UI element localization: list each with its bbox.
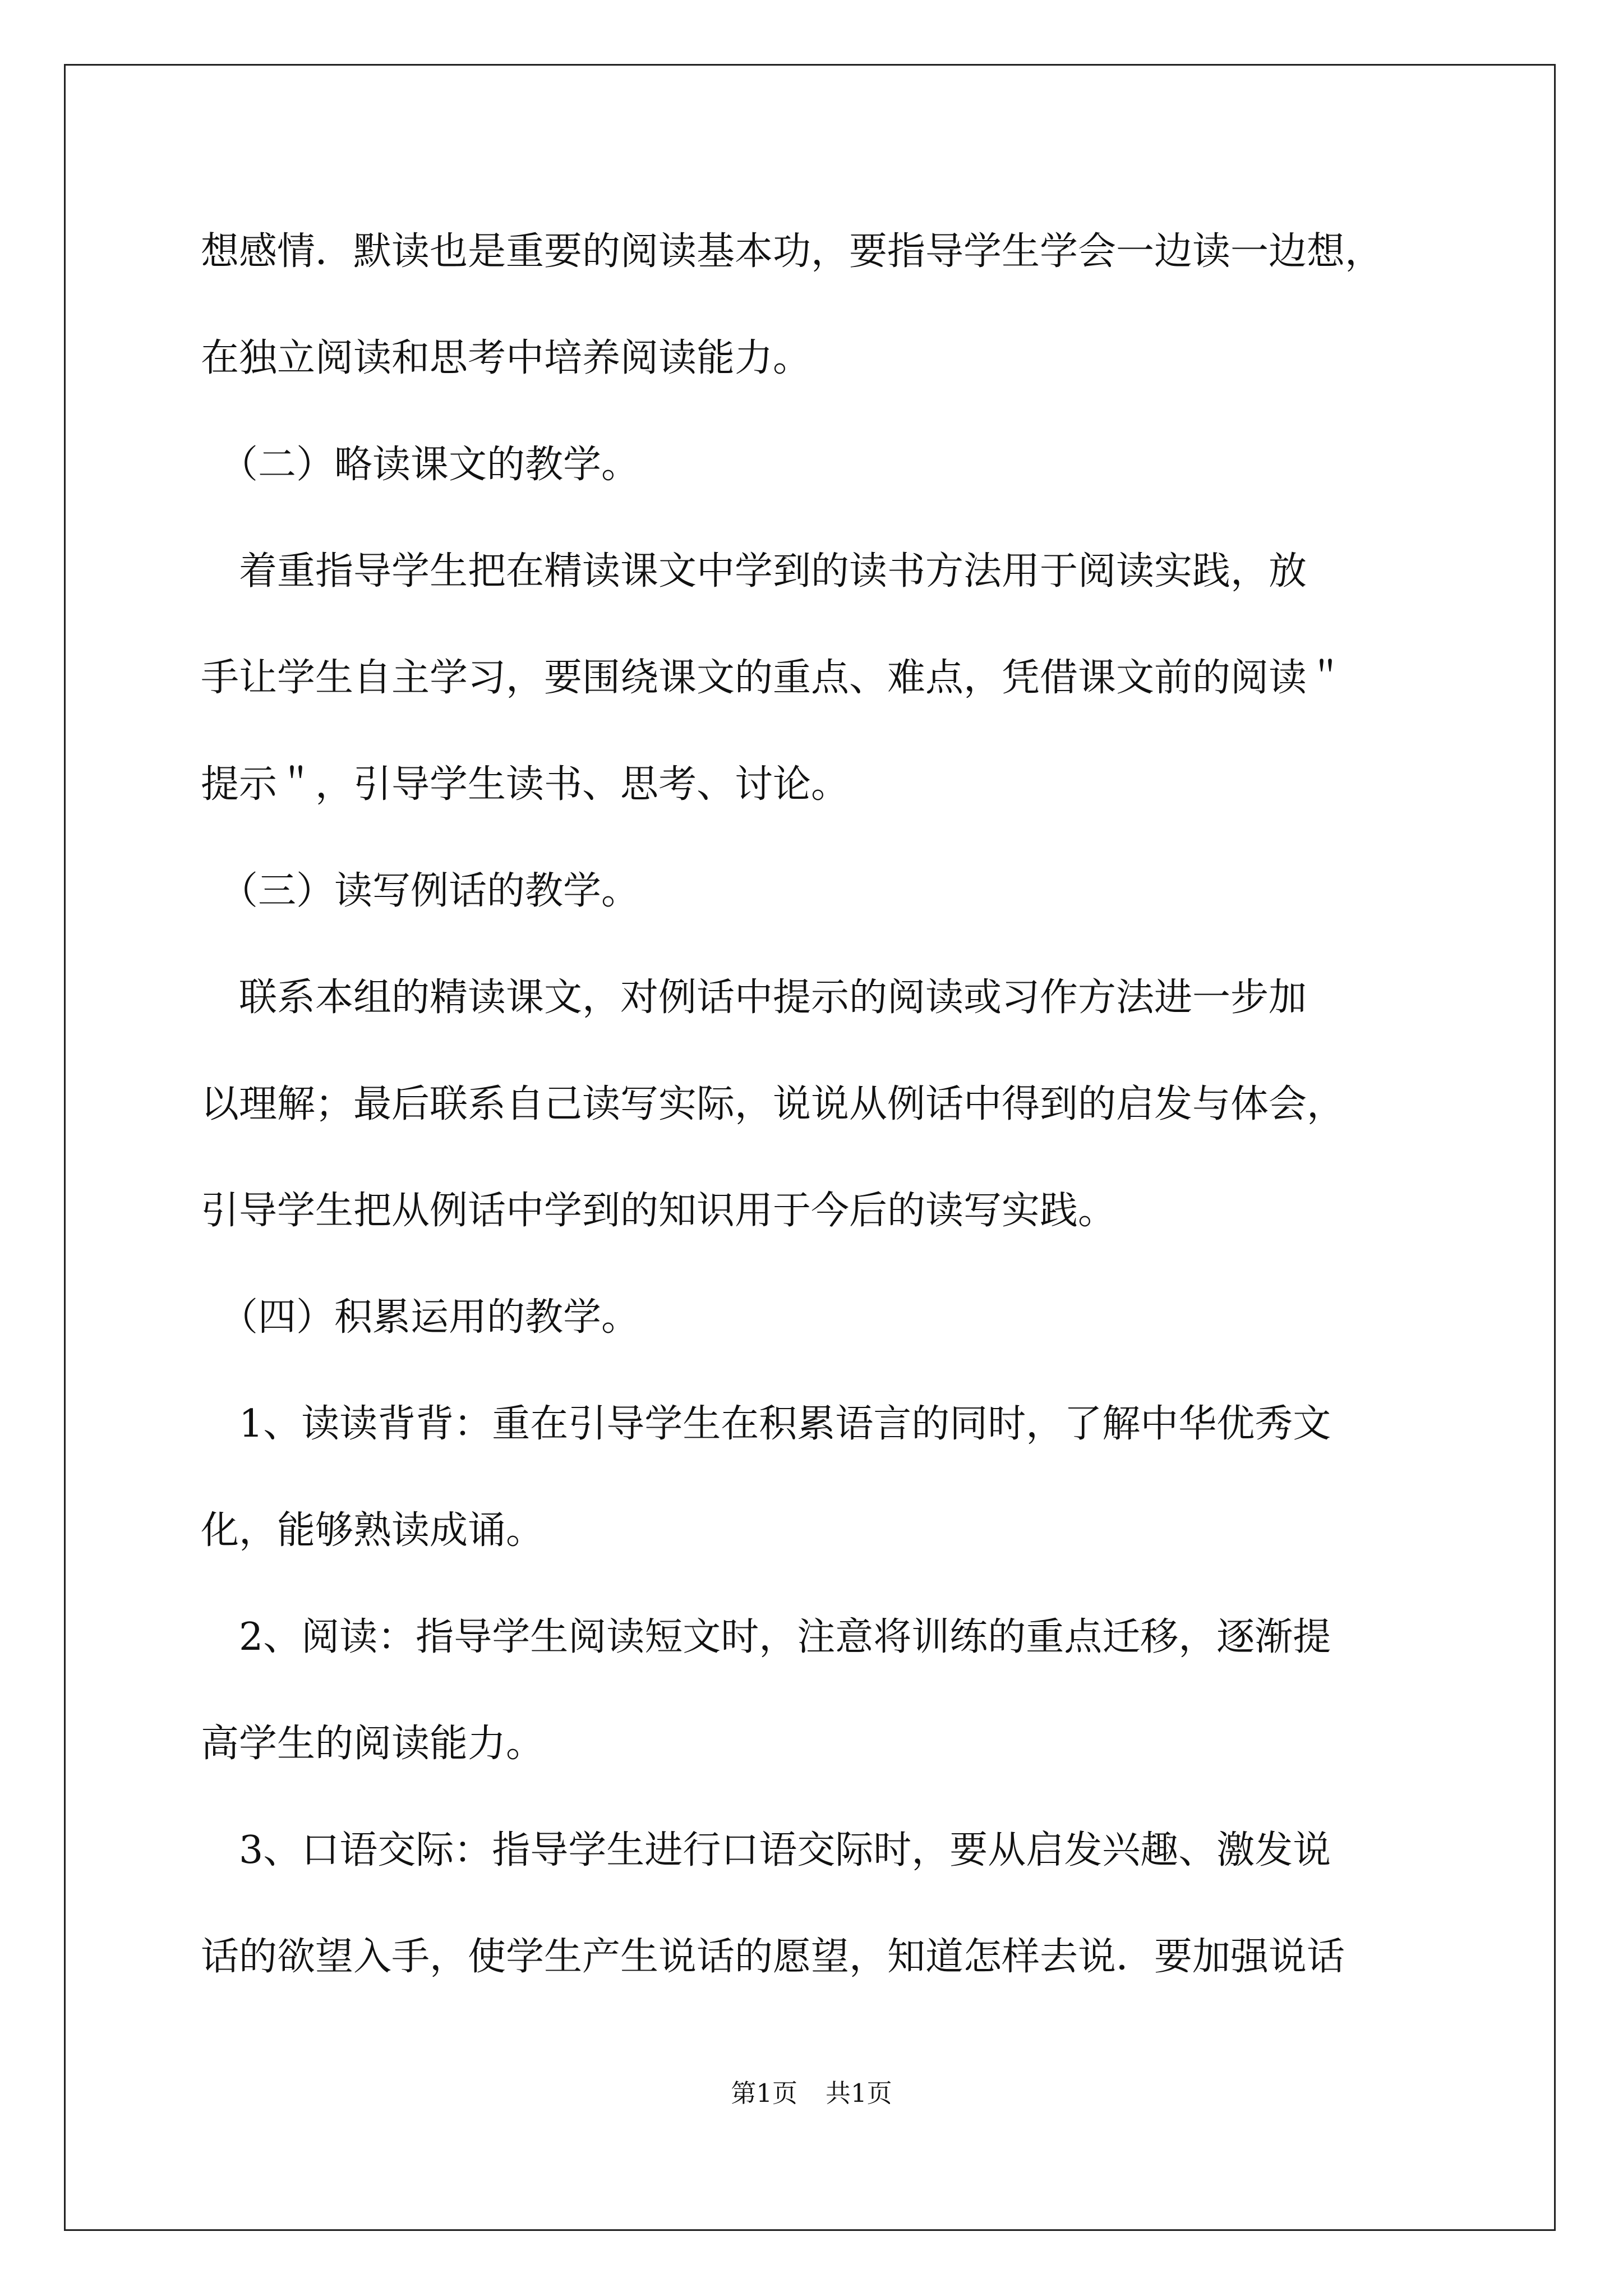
section-heading-2: （二）略读课文的教学。	[201, 443, 640, 487]
body-line-1: 想感情．默读也是重要的阅读基本功，要指导学生学会一边读一边想，	[201, 229, 1384, 274]
body-line-10: 引导学生把从例话中学到的知识用于今后的读写实践。	[201, 1189, 1117, 1233]
body-line-2: 在独立阅读和思考中培养阅读能力。	[201, 336, 811, 380]
section-heading-4: （四）积累运用的教学。	[201, 1295, 640, 1340]
page-count: 共1页	[826, 2078, 892, 2108]
body-line-14: 2、阅读：指导学生阅读短文时，注意将训练的重点迁移，逐渐提	[201, 1615, 1331, 1659]
body-line-15: 高学生的阅读能力。	[201, 1722, 545, 1766]
section-heading-3: （三）读写例话的教学。	[201, 869, 640, 913]
body-line-13: 化，能够熟读成诵。	[201, 1508, 545, 1553]
body-line-4: 着重指导学生把在精读课文中学到的读书方法用于阅读实践，放	[201, 549, 1307, 593]
body-line-5: 手让学生自主学习，要围绕课文的重点、难点，凭借课文前的阅读＂	[201, 656, 1345, 700]
page-number: 第1页	[731, 2078, 797, 2108]
body-line-6: 提示＂，引导学生读书、思考、讨论。	[201, 762, 850, 807]
body-line-16: 3、口语交际：指导学生进行口语交际时，要从启发兴趣、激发说	[201, 1828, 1331, 1872]
page-border	[64, 64, 1556, 2231]
body-line-17: 话的欲望入手，使学生产生说话的愿望，知道怎样去说．要加强说话	[201, 1935, 1345, 1979]
page-footer	[0, 2078, 1623, 2109]
body-line-12: 1、读读背背：重在引导学生在积累语言的同时，了解中华优秀文	[201, 1402, 1331, 1446]
body-line-9: 以理解；最后联系自己读写实际，说说从例话中得到的启发与体会，	[201, 1082, 1345, 1126]
body-line-8: 联系本组的精读课文，对例话中提示的阅读或习作方法进一步加	[201, 976, 1307, 1020]
